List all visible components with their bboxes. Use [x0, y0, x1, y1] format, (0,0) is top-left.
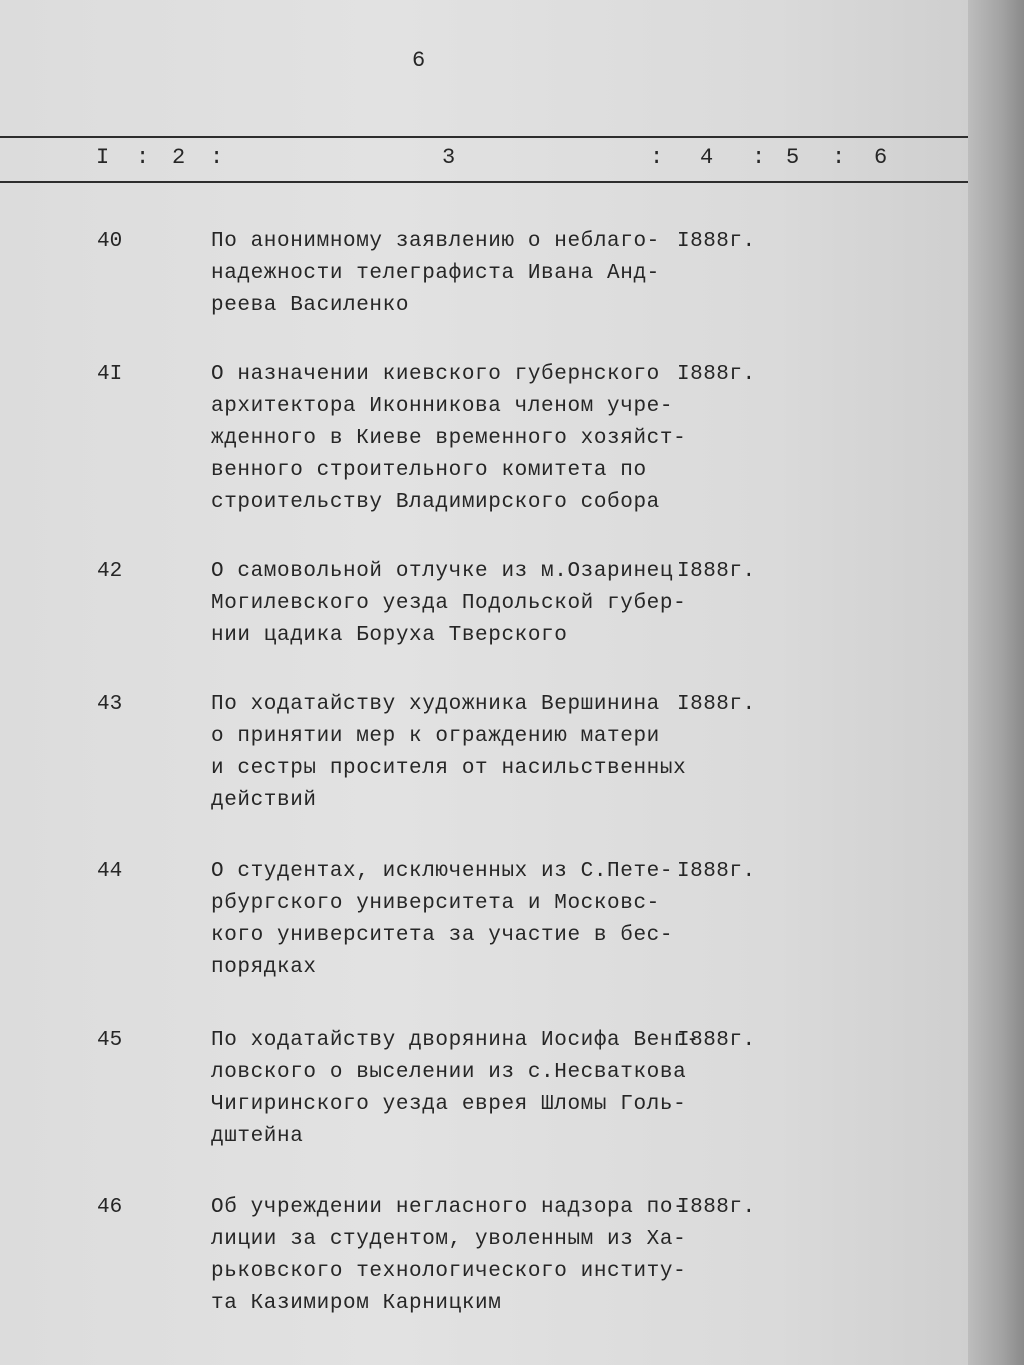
column-separator: : — [650, 145, 664, 170]
entry-title-line: кого университета за участие в бес- — [211, 924, 674, 947]
entry-title-line: надежности телеграфиста Ивана Анд- — [211, 262, 660, 285]
column-header-3: 3 — [442, 145, 456, 170]
entry-title-line: строительству Владимирского собора — [211, 491, 660, 514]
entry-number: 4I — [97, 363, 123, 386]
entry-title — [211, 359, 687, 519]
entry-title — [211, 689, 687, 817]
entry-title-line: венного строительного комитета по — [211, 459, 647, 482]
column-header-5: 5 — [786, 145, 800, 170]
entry-title-line: дштейна — [211, 1125, 304, 1148]
column-header-6: 6 — [874, 145, 888, 170]
entry-number: 46 — [97, 1196, 123, 1219]
entry-year: I888г. — [677, 1029, 756, 1052]
entry-title — [211, 856, 674, 984]
entry-title-line: нии цадика Боруха Тверского — [211, 624, 568, 647]
entry-title-line: Могилевского уезда Подольской губер- — [211, 592, 687, 615]
entry-title-line: реева Василенко — [211, 294, 410, 317]
entry-title-line: и сестры просителя от насильственных — [211, 757, 687, 780]
entry-title — [211, 1025, 700, 1153]
entry-title — [211, 226, 671, 322]
entry-title-line: архитектора Иконникова членом учре- — [211, 395, 674, 418]
entry-title-line: О самовольной отлучке из м.Озаринец — [211, 560, 674, 583]
entry-title-line: та Казимиром Карницким — [211, 1292, 502, 1315]
entry-title-line: Об учреждении негласного надзора по- — [211, 1196, 687, 1219]
entry-title-line: действий — [211, 789, 317, 812]
entry-title-line: рбургского университета и Московс- — [211, 892, 660, 915]
column-separator: : — [136, 145, 150, 170]
entry-title-line: По ходатайству художника Вершинина — [211, 693, 660, 716]
entry-number: 43 — [97, 693, 123, 716]
entry-title-line: ловского о выселении из с.Несваткова — [211, 1061, 687, 1084]
entry-title-line: порядках — [211, 956, 317, 979]
entry-title-line: рьковского технологического институ- — [211, 1260, 687, 1283]
entry-title-line: о принятии мер к ограждению матери — [211, 725, 660, 748]
entry-title-line: О назначении киевского губернского — [211, 363, 660, 386]
entry-title-line: жденного в Киеве временного хозяйст- — [211, 427, 687, 450]
entry-year: I888г. — [677, 860, 756, 883]
entry-year: I888г. — [677, 560, 756, 583]
entry-title-line: Чигиринского уезда еврея Шломы Голь- — [211, 1093, 687, 1116]
entry-number: 40 — [97, 230, 123, 253]
entry-title-line: По анонимному заявлению о неблаго- — [211, 230, 660, 253]
entry-year: I888г. — [677, 230, 756, 253]
entry-year: I888г. — [677, 1196, 756, 1219]
column-header-row — [0, 136, 968, 183]
entry-number: 45 — [97, 1029, 123, 1052]
entry-year: I888г. — [677, 363, 756, 386]
column-separator: : — [210, 145, 224, 170]
entry-number: 42 — [97, 560, 123, 583]
entry-title-line: О студентах, исключенных из С.Пете- — [211, 860, 674, 883]
entry-year: I888г. — [677, 693, 756, 716]
entry-title-line: По ходатайству дворянина Иосифа Венг- — [211, 1029, 700, 1052]
page-number: 6 — [412, 48, 427, 73]
entry-number: 44 — [97, 860, 123, 883]
column-header-2: 2 — [172, 145, 186, 170]
column-header-4: 4 — [700, 145, 714, 170]
column-separator: : — [752, 145, 766, 170]
column-separator: : — [832, 145, 846, 170]
entry-title — [211, 556, 687, 652]
column-header-1: I — [96, 145, 110, 170]
underlying-page-edge — [968, 0, 1024, 1365]
entry-title — [211, 1192, 687, 1320]
entry-title-line: лиции за студентом, уволенным из Ха- — [211, 1228, 687, 1251]
